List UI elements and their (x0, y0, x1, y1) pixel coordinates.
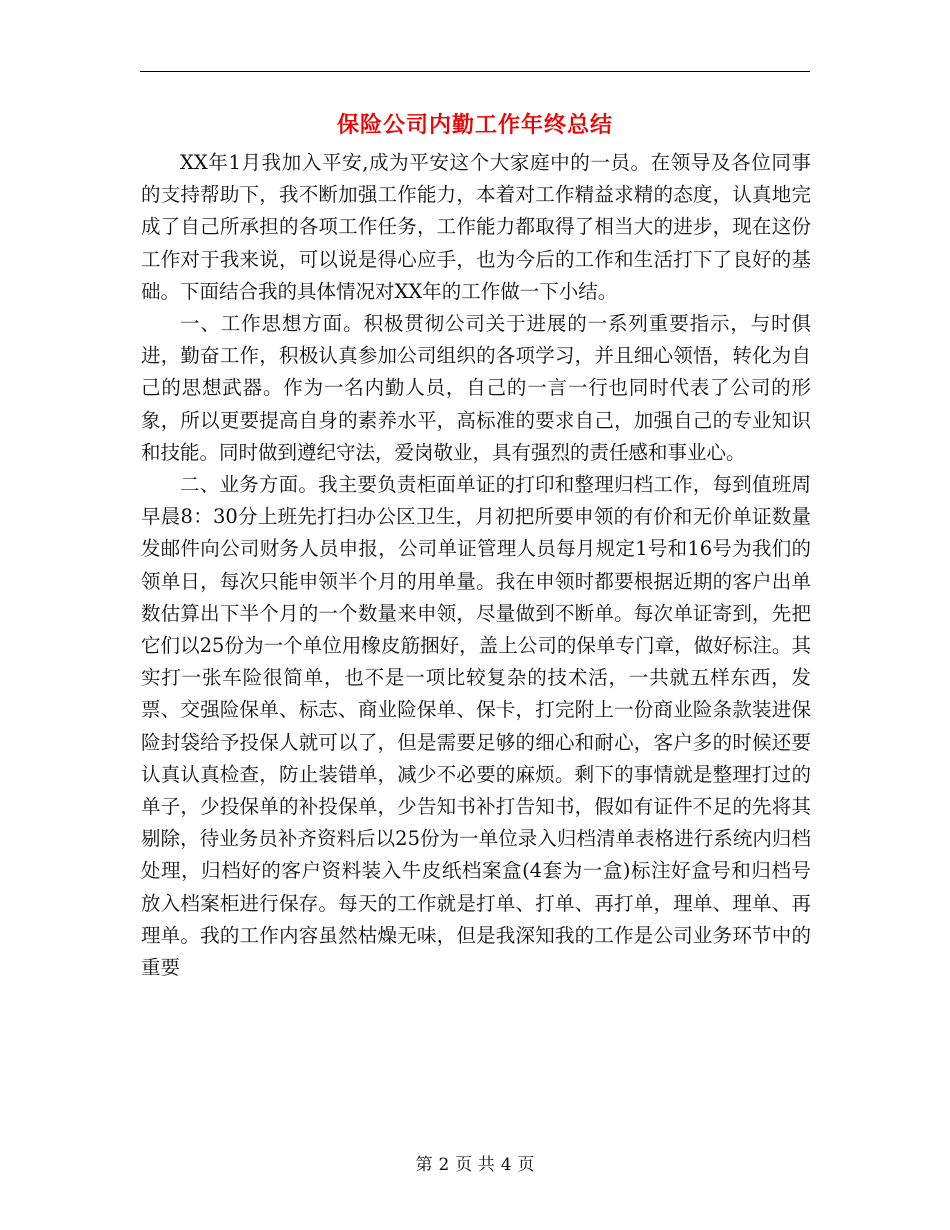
paragraph-intro: XX年1月我加入平安,成为平安这个大家庭中的一员。在领导及各位同事的支持帮助下，我不断加强工作能力，本着对工作精益求精的态度，认真地完成了自己所承担的各项工作任务，工作能力都取得了相当大的进步，现在这份工作对于我来说，可以说是得心应手，也为今后的工作和生活打下了良好的基础。下面结合我的具体情况对XX年的工作做一下小结。 (141, 151, 811, 303)
footer-suffix: 页 (517, 1155, 535, 1175)
document-title: 保险公司内勤工作年终总结 (336, 112, 613, 138)
page-footer (0, 1153, 950, 1177)
footer-mid: 页 共 (455, 1155, 495, 1175)
page-total: 4 (500, 1155, 512, 1175)
header-rule (140, 71, 810, 72)
paragraph-work-thought: 一、工作思想方面。积极贯彻公司关于进展的一系列重要指示，与时俱进，勤奋工作，积极认真参加公司组织的各项学习，并且细心领悟，转化为自己的思想武器。作为一名内勤人员，自己的一言一行也同时代表了公司的形象，所以更要提高自身的素养水平，高标准的要求自己，加强自己的专业知识和技能。同时做到遵纪守法，爱岗敬业，具有强烈的责任感和事业心。 (141, 312, 811, 464)
document-body (141, 147, 811, 984)
paragraph-business: 二、业务方面。我主要负责柜面单证的打印和整理归档工作，每到值班周早晨8：30分上班先打扫办公区卫生，月初把所要申领的有价和无价单证数量发邮件向公司财务人员申报，公司单证管理人员每月规定1号和16号为我们的领单日，每次只能申领半个月的用单量。我在申领时都要根据近期的客户出单数估算出下半个月的一个数量来申领，尽量做到不断单。每次单证寄到，先把它们以25份为一个单位用橡皮筋捆好，盖上公司的保单专门章，做好标注。其实打一张车险很简单，也不是一项比较复杂的技术活，一共就五样东西，发票、交强险保单、标志、商业险保单、保卡，打完附上一份商业险条款装进保险封袋给予投保人就可以了，但是需要足够的细心和耐心，客户多的时候还要认真认真检查，防止装错单，减少不必要的麻烦。剩下的事情就是整理打过的单子，少投保单的补投保单，少告知书补打告知书，假如有证件不足的先将其剔除，待业务员补齐资料后以25份为一单位录入归档清单表格进行系统内归档处理，归档好的客户资料装入牛皮纸档案盒(4套为一盒)标注好盒号和归档号放入档案柜进行保存。每天的工作就是打单、打单、再打单，理单、理单、再理单。我的工作内容虽然枯燥无味，但是我深知我的工作是公司业务环节中的重要 (141, 473, 811, 980)
footer-prefix: 第 (415, 1155, 433, 1175)
page-number: 2 (438, 1155, 450, 1175)
